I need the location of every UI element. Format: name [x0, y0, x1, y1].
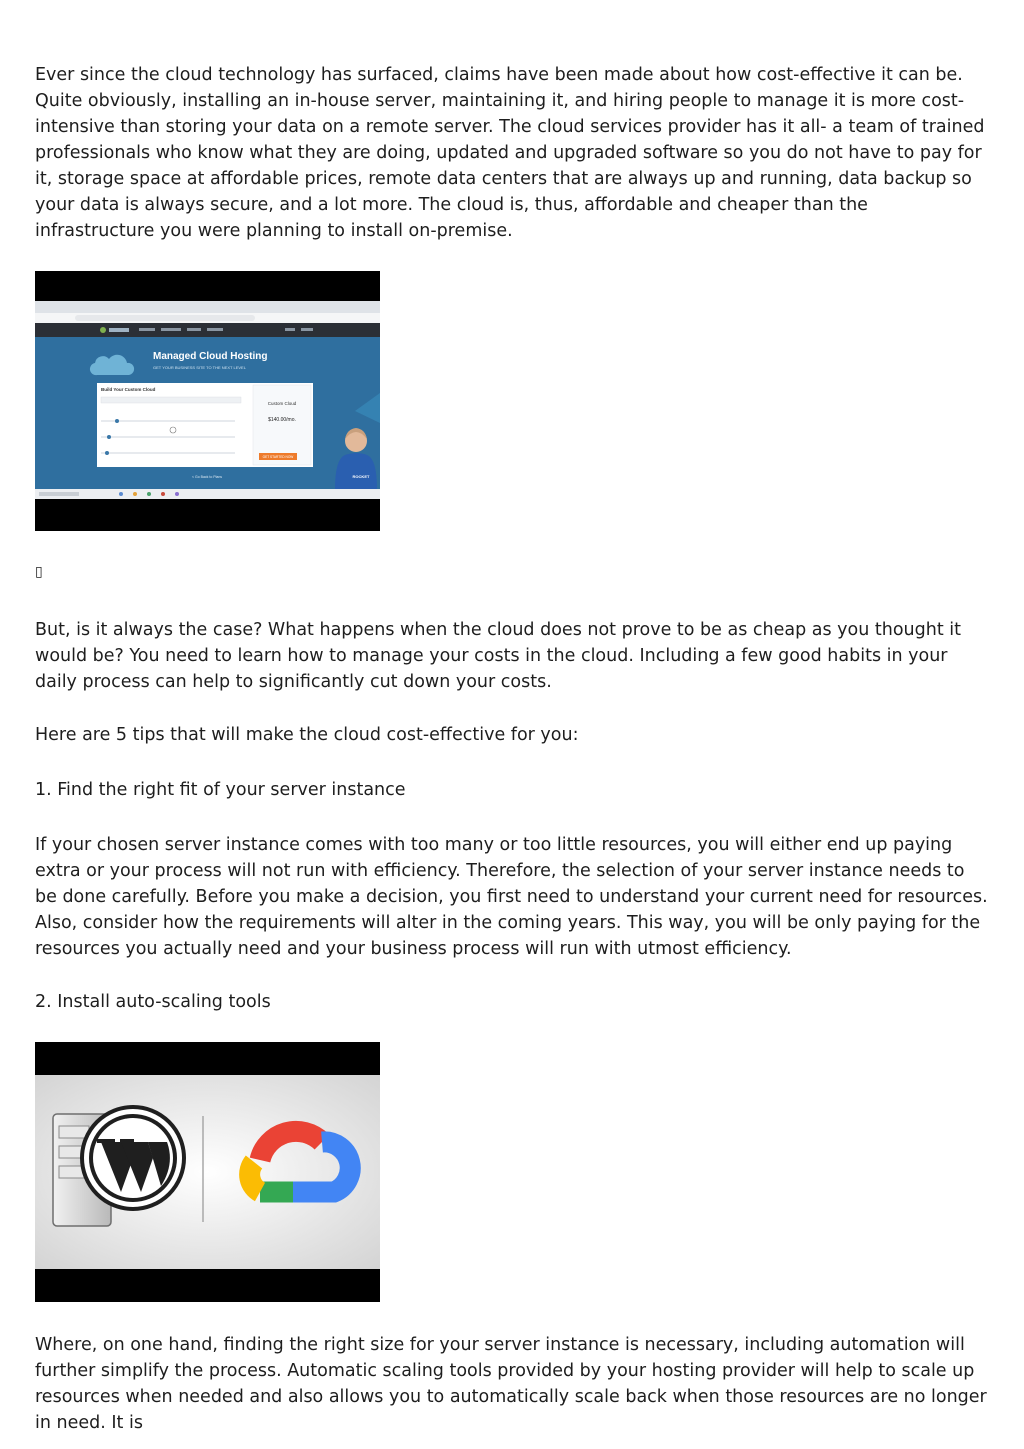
- presenter-body: [335, 453, 377, 489]
- svg-text:GET STARTED NOW: GET STARTED NOW: [262, 455, 294, 459]
- taskbar: [35, 489, 380, 499]
- card-title: Custom Cloud: [267, 401, 297, 406]
- tips-intro: Here are 5 tips that will make the cloud cost-effective for you:: [35, 725, 579, 745]
- missing-glyph-box: ▯: [35, 564, 43, 580]
- video-thumbnail-cloud-hosting[interactable]: [35, 271, 380, 531]
- browser-tab-strip: [35, 301, 380, 313]
- shirt-badge: ROCKET: [352, 474, 370, 479]
- tip-2-paragraph: Where, on one hand, finding the right size for your server instance is necessary, including automation will further simplify the process. Automatic scaling tools provided by your hosting provider will help to scale up resources when needed and also allows you to automatically scale back when those resources are no longer in need. It is: [35, 1335, 987, 1433]
- tip-1-paragraph: If your chosen server instance comes with too many or too little resources, you will either end up paying extra or your process will not run with efficiency. Therefore, the selection of your server instance needs to be done carefully. Before you make a decision, you first need to understand your current need for resources. Also, consider how the requirements will alter in the coming years. This way, you will be only paying for the resources you actually need and your business process will run with utmost efficiency.: [35, 835, 988, 959]
- hero-title: Managed Cloud Hosting: [153, 351, 268, 362]
- wordpress-google-cloud-image: [35, 1042, 380, 1302]
- back-link[interactable]: < Go Back to Plans: [191, 475, 223, 479]
- card-price: $140.00/mo.: [268, 417, 296, 423]
- tip-2-heading: 2. Install auto-scaling tools: [35, 992, 271, 1012]
- video-thumbnail-wordpress-google-cloud[interactable]: [35, 1042, 380, 1302]
- intro-paragraph: Ever since the cloud technology has surfaced, claims have been made about how cost-effective it can be. Quite obviously, installing an in-house server, maintaining it, and hiring people to manage it is more cost-intensive than storing your data on a remote server. The cloud services provider has it all- a team of trained professionals who know what they are doing, updated and upgraded software so you do not have to pay for it, storage space at affordable prices, remote data centers that are always up and running, data backup so your data is always secure, and a lot more. The cloud is, thus, affordable and cheaper than the infrastructure you were planning to install on-premise.: [35, 65, 985, 241]
- tip-1-heading: 1. Find the right fit of your server instance: [35, 780, 406, 800]
- builder-title: Build Your Custom Cloud: [101, 387, 156, 392]
- cloud-hosting-screenshot: [35, 271, 380, 531]
- hero-subtitle: GET YOUR BUSINESS SITE TO THE NEXT LEVEL: [153, 365, 246, 370]
- wordpress-icon: [82, 1107, 184, 1209]
- question-paragraph: But, is it always the case? What happens when the cloud does not prove to be as cheap as you thought it would be? You need to learn how to manage your costs in the cloud. Including a few good habits in your daily process can help to significantly cut down your costs.: [35, 620, 961, 692]
